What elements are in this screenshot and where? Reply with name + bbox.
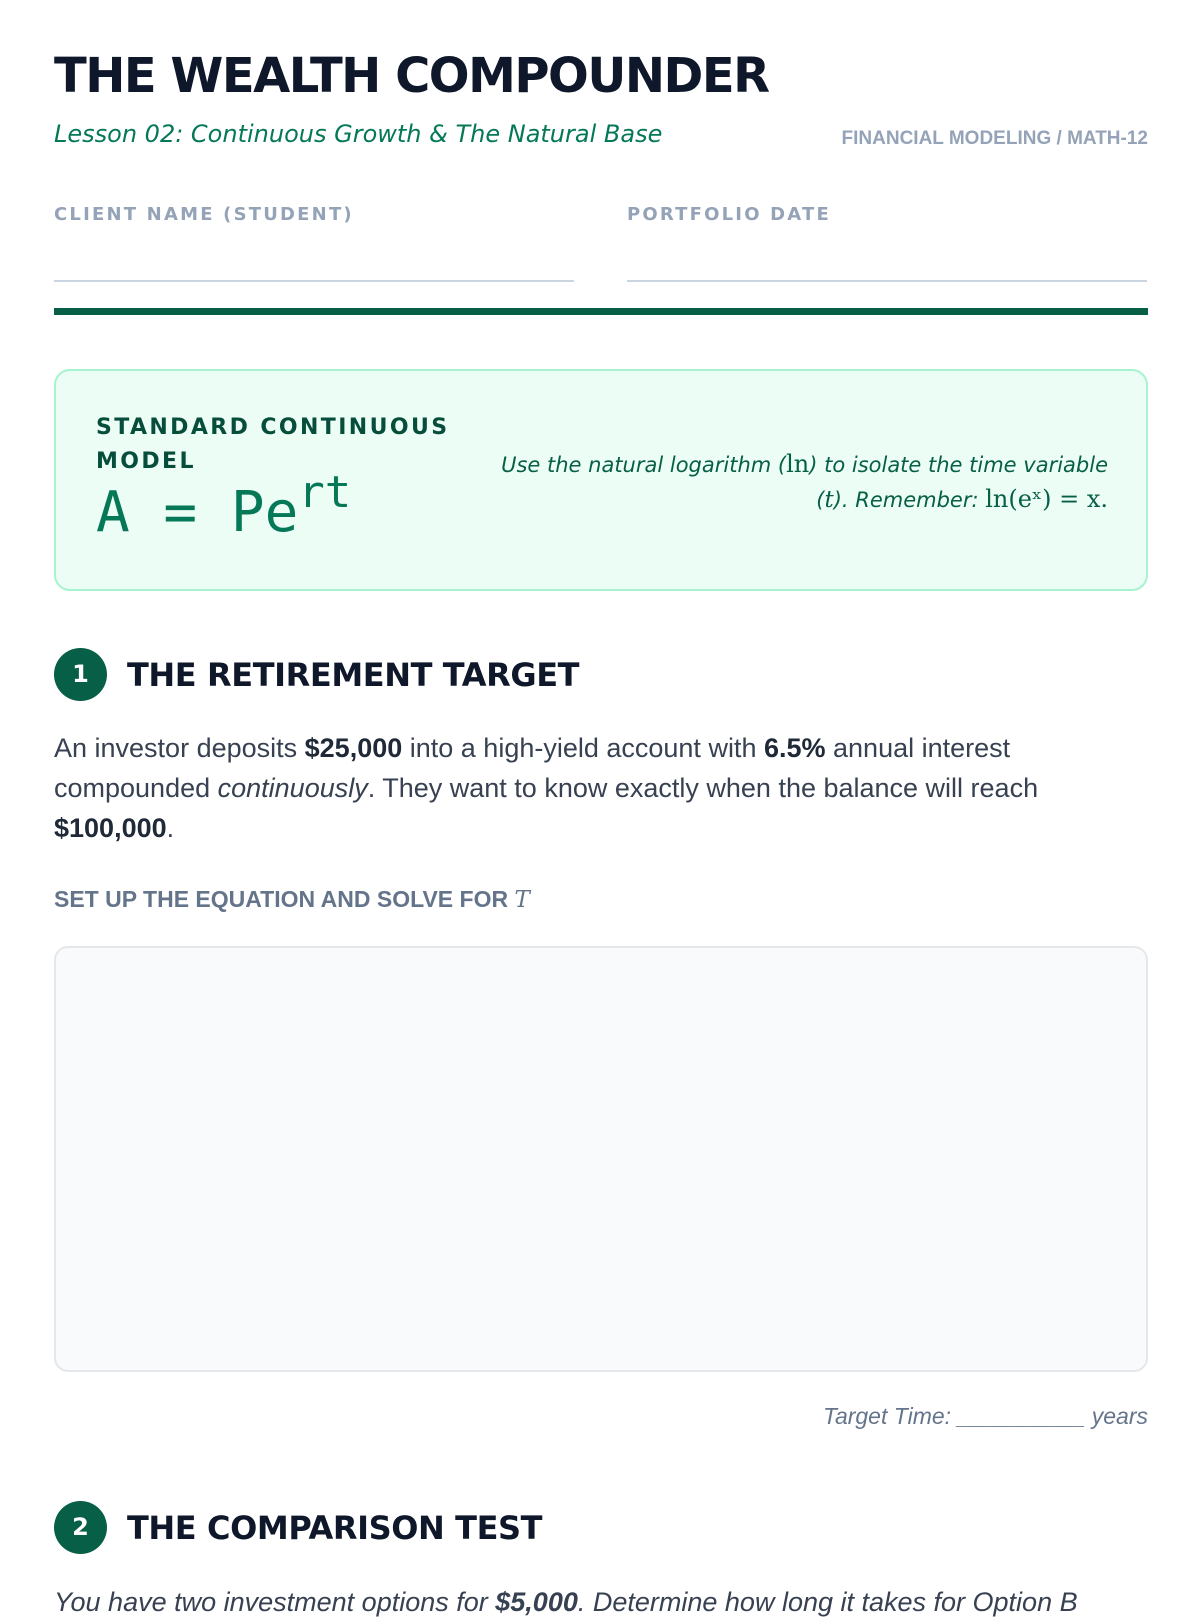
- formula-callout-label: STANDARD CONTINUOUS MODEL: [96, 415, 450, 474]
- emphasis-word: continuously: [217, 773, 368, 803]
- course-code: FINANCIAL MODELING / MATH-12: [841, 128, 1148, 149]
- lesson-subtitle: Lesson 02: Continuous Growth & The Natural Base: [54, 120, 663, 148]
- section-2-header: [54, 1501, 1148, 1555]
- investment-amount: $5,000: [495, 1587, 578, 1617]
- principal-amount: $25,000: [304, 733, 403, 763]
- header-divider: [54, 308, 1148, 315]
- hint-identity: ln(eˣ) = x.: [985, 485, 1108, 513]
- formula-hint: [468, 447, 1108, 517]
- formula-callout: [54, 369, 1148, 591]
- section-1-problem-text: [54, 728, 1148, 848]
- hint-text-3: ). Remember:: [833, 488, 986, 512]
- section-1-work-area[interactable]: [54, 946, 1148, 1372]
- problem-text: .: [166, 813, 175, 843]
- portfolio-date-field[interactable]: [627, 204, 1147, 225]
- problem-text: An investor deposits: [54, 733, 305, 763]
- interest-rate: 6.5%: [763, 733, 826, 763]
- hint-ln-symbol: ln: [786, 450, 810, 478]
- client-name-field[interactable]: [54, 204, 574, 225]
- section-1-header: [54, 648, 1148, 702]
- section-1-number-badge: 1: [54, 648, 107, 701]
- section-2-number-badge: 2: [54, 1501, 107, 1554]
- problem-text: annual interest compounded: [54, 733, 1011, 803]
- instruction-text: SET UP THE EQUATION AND SOLVE FOR: [54, 886, 515, 912]
- continuous-growth-formula: [96, 467, 352, 546]
- page-title: THE WEALTH COMPOUNDER: [54, 48, 769, 104]
- section-2-title: THE COMPARISON TEST: [127, 1509, 543, 1547]
- portfolio-date-label: PORTFOLIO DATE: [627, 204, 832, 225]
- client-name-line[interactable]: [54, 280, 574, 282]
- problem-text: into a high-yield account with: [402, 733, 764, 763]
- section-1-title: THE RETIREMENT TARGET: [127, 656, 580, 694]
- formula-base: A = Pe: [96, 480, 299, 545]
- hint-t-symbol: t: [824, 487, 834, 513]
- client-name-label: CLIENT NAME (STUDENT): [54, 204, 354, 225]
- formula-exponent: rt: [298, 467, 352, 519]
- problem-text: You have two investment options for: [54, 1587, 496, 1617]
- hint-text-2: ) to isolate the time variable (: [809, 453, 1108, 512]
- section-1-instruction: [54, 886, 530, 913]
- instruction-variable: T: [514, 887, 530, 913]
- problem-text: . Determine how long it takes for Option B: [577, 1587, 1078, 1617]
- hint-text-1: Use the natural logarithm (: [501, 453, 787, 477]
- problem-text: . They want to know exactly when the balance will reach: [367, 773, 1039, 803]
- portfolio-date-line[interactable]: [627, 280, 1147, 282]
- target-time-answer[interactable]: Target Time: __________ years: [823, 1403, 1148, 1429]
- target-amount: $100,000: [54, 813, 167, 843]
- section-2-problem-text: [54, 1582, 1148, 1622]
